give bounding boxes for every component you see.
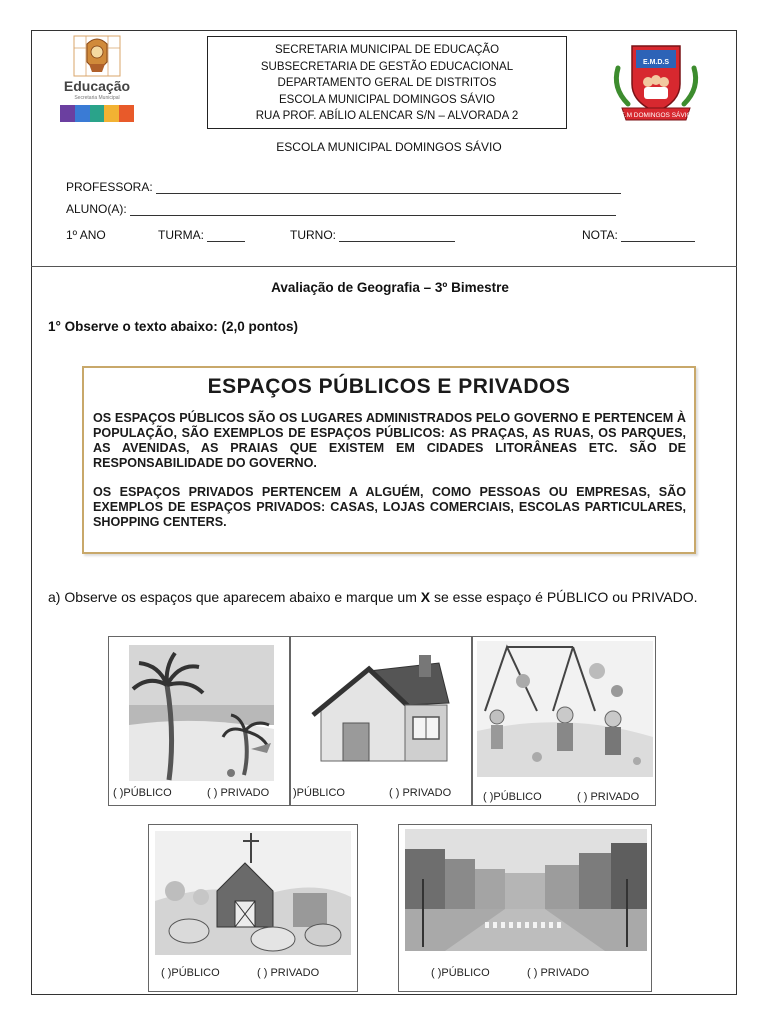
header-box: [207, 36, 567, 129]
score-label: NOTA:: [582, 228, 618, 242]
student-label: ALUNO(A):: [66, 202, 127, 216]
shield-text: E.M.D.S: [642, 59, 670, 66]
header-line: RUA PROF. ABÍLIO ALENCAR S/N – ALVORADA 2: [255, 110, 519, 122]
farm-private-option[interactable]: ( ) PRIVADO: [257, 967, 320, 979]
house-private-option[interactable]: ( ) PRIVADO: [389, 787, 452, 799]
house-public-option[interactable]: )PÚBLICO: [293, 787, 345, 799]
education-logo: [58, 34, 136, 126]
class-field[interactable]: [158, 228, 245, 242]
textbox-paragraph-public: OS ESPAÇOS PÚBLICOS SÃO OS LUGARES ADMINISTRADOS PELO GOVERNO E PERTENCEM À POPULAÇÃO, SÃO EXEMPLOS DE ESPAÇOS PÚBLICOS: AS PRAÇAS, AS RUAS, OS PARQUES, AS AVENIDAS, AS PRAIAS QUE EXISTEM EM CIDADES LITORÂNEAS ETC. SÃO DE RESPONSABILIDADE DO GOVERNO.: [93, 411, 686, 470]
student-field[interactable]: [66, 202, 616, 216]
house-card: [290, 636, 472, 806]
logo-subtitle: Secretaria Municipal: [74, 95, 120, 101]
crest-icon: [72, 34, 122, 78]
street-private-option[interactable]: ( ) PRIVADO: [527, 967, 590, 979]
school-name: ESCOLA MUNICIPAL DOMINGOS SÁVIO: [276, 140, 502, 154]
header-divider: [31, 266, 737, 267]
farm-image: [155, 831, 351, 955]
textbox-paragraph-private: OS ESPAÇOS PRIVADOS PERTENCEM A ALGUÉM, COMO PESSOAS OU EMPRESAS, SÃO EXEMPLOS DE ESPAÇOS PRIVADOS: CASAS, LOJAS COMERCIAIS, ESCOLAS PARTICULARES, SHOPPING CENTERS.: [93, 485, 686, 529]
info-textbox: [82, 366, 696, 554]
score-blank[interactable]: [621, 229, 695, 242]
grade-label: 1º ANO: [66, 228, 106, 242]
beach-private-option[interactable]: ( ) PRIVADO: [207, 787, 270, 799]
street-public-option[interactable]: ( )PÚBLICO: [431, 967, 490, 979]
shift-blank[interactable]: [339, 229, 455, 242]
class-blank[interactable]: [207, 229, 245, 242]
street-image: [405, 829, 647, 951]
question-a: [48, 588, 708, 607]
teacher-blank[interactable]: [156, 181, 621, 194]
teacher-field[interactable]: [66, 180, 621, 194]
farm-public-option[interactable]: ( )PÚBLICO: [161, 967, 220, 979]
class-label: TURMA:: [158, 228, 204, 242]
student-blank[interactable]: [130, 203, 616, 216]
textbox-title: ESPAÇOS PÚBLICOS E PRIVADOS: [207, 375, 571, 398]
header-line: ESCOLA MUNICIPAL DOMINGOS SÁVIO: [279, 93, 495, 106]
house-image: [309, 651, 455, 769]
question-1: 1° Observe o texto abaixo: (2,0 pontos): [48, 319, 298, 334]
park-image: [477, 641, 653, 777]
shift-field[interactable]: [290, 228, 455, 242]
park-public-option[interactable]: ( )PÚBLICO: [483, 791, 542, 803]
teacher-label: PROFESSORA:: [66, 180, 153, 194]
header-line: SECRETARIA MUNICIPAL DE EDUCAÇÃO: [274, 44, 500, 56]
header-line: SUBSECRETARIA DE GESTÃO EDUCACIONAL: [260, 60, 514, 73]
question-a-text-start: a) Observe os espaços que aparecem abaixo e marque um: [48, 589, 421, 605]
shift-label: TURNO:: [290, 228, 336, 242]
beach-card: [108, 636, 290, 806]
beach-public-option[interactable]: ( )PÚBLICO: [113, 787, 172, 799]
logo-color-bar: [60, 105, 134, 122]
question-a-text-end: se esse espaço é PÚBLICO ou PRIVADO.: [430, 589, 698, 605]
park-card: [472, 636, 656, 806]
exam-title: Avaliação de Geografia – 3º Bimestre: [271, 280, 509, 295]
banner-text: E.M DOMINGOS SÁVIO: [620, 112, 692, 119]
school-shield-logo: [608, 38, 704, 126]
farm-card: [148, 824, 358, 992]
park-private-option[interactable]: ( ) PRIVADO: [577, 791, 640, 803]
question-a-mark: X: [420, 589, 431, 605]
header-line: DEPARTAMENTO GERAL DE DISTRITOS: [277, 77, 497, 89]
beach-image: [129, 645, 274, 781]
logo-title: Educação: [63, 78, 131, 94]
score-field[interactable]: [582, 228, 695, 242]
street-card: [398, 824, 652, 992]
